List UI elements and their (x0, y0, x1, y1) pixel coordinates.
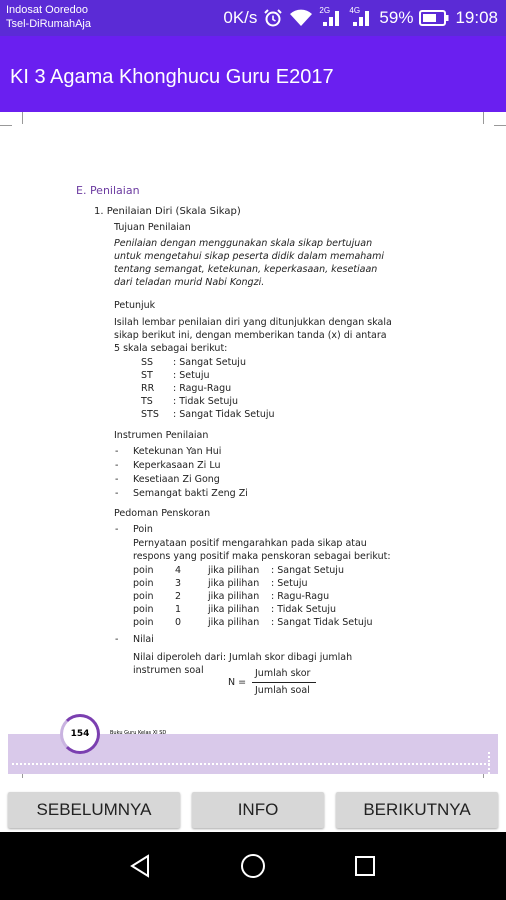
tujuan-line: dari teladan murid Nabi Kongzi. (114, 277, 265, 288)
instrumen-item: Semangat bakti Zeng Zi (133, 488, 248, 499)
footer-dotted-line (488, 752, 500, 774)
navigation-buttons (0, 782, 506, 832)
system-navigation-bar (0, 832, 506, 900)
wifi-icon (289, 8, 313, 28)
carrier-info (6, 3, 91, 31)
formula-numerator: Jumlah skor (255, 668, 311, 679)
alarm-icon (263, 8, 283, 28)
scale-desc: : Sangat Tidak Setuju (173, 409, 275, 420)
scale-code: RR (141, 383, 155, 394)
pedoman-title: Pedoman Penskoran (114, 508, 211, 519)
tujuan-title: Tujuan Penilaian (114, 222, 191, 233)
back-triangle-icon[interactable] (128, 854, 152, 878)
carrier-line-2: Tsel-DiRumahAja (6, 18, 91, 30)
home-circle-icon[interactable] (240, 853, 266, 879)
app-bar (0, 36, 506, 112)
instrumen-item: Kesetiaan Zi Gong (133, 474, 220, 485)
poin-label: poin (133, 617, 154, 628)
poin-desc-line: respons yang positif maka penskoran sebagai berikut: (133, 551, 391, 562)
poin-title: Poin (133, 524, 153, 535)
battery-percent: 59% (379, 8, 414, 27)
recents-square-icon[interactable] (354, 855, 376, 877)
app-title: KI 3 Agama Khonghucu Guru E2017 (10, 66, 334, 88)
poin-value: 3 (175, 578, 182, 589)
network-4g-label: 4G (349, 6, 361, 15)
bullet: - (115, 446, 119, 457)
petunjuk-title: Petunjuk (114, 300, 156, 311)
scale-code: ST (141, 370, 153, 381)
poin-value: 1 (175, 604, 182, 615)
previous-button[interactable]: SEBELUMNYA (8, 792, 180, 828)
jika-label: jika pilihan (208, 604, 260, 615)
poin-choice: : Setuju (271, 578, 308, 589)
bullet: - (115, 634, 119, 645)
instrumen-title: Instrumen Penilaian (114, 430, 209, 441)
tujuan-line: Penilaian dengan menggunakan skala sikap bertujuan (114, 238, 373, 249)
tujuan-line: tentang semangat, ketekunan, keperkasaan, kesetiaan (114, 264, 378, 275)
carrier-line-1: Indosat Ooredoo (6, 4, 88, 16)
nilai-title: Nilai (133, 634, 154, 645)
poin-choice: : Sangat Tidak Setuju (271, 617, 373, 628)
scale-code: TS (141, 396, 153, 407)
signal-2g-icon (319, 8, 343, 28)
page-number: 154 (70, 729, 90, 739)
footer-dotted-line (12, 763, 490, 765)
formula-denominator: Jumlah soal (255, 685, 310, 696)
instrumen-item: Ketekunan Yan Hui (133, 446, 222, 457)
poin-choice: : Ragu-Ragu (271, 591, 330, 602)
jika-label: jika pilihan (208, 565, 260, 576)
poin-label: poin (133, 591, 154, 602)
scale-desc: : Sangat Setuju (173, 357, 246, 368)
nilai-line: instrumen soal (133, 665, 204, 676)
document-page-content (0, 112, 506, 752)
clock: 19:08 (455, 8, 498, 27)
jika-label: jika pilihan (208, 578, 260, 589)
status-indicators (223, 6, 498, 30)
poin-desc-line: Pernyataan positif mengarahkan pada sikap atau (133, 538, 367, 549)
petunjuk-line: Isilah lembar penilaian diri yang ditunjukkan dengan skala (114, 317, 392, 328)
nilai-line: Nilai diperoleh dari: Jumlah skor dibagi jumlah (133, 652, 353, 663)
bullet: - (115, 524, 119, 535)
network-speed: 0K/s (223, 8, 258, 27)
poin-choice: : Tidak Setuju (271, 604, 337, 615)
subsection-heading: 1. Penilaian Diri (Skala Sikap) (94, 206, 241, 217)
scale-code: STS (141, 409, 159, 420)
jika-label: jika pilihan (208, 617, 260, 628)
poin-label: poin (133, 578, 154, 589)
poin-label: poin (133, 565, 154, 576)
poin-label: poin (133, 604, 154, 615)
info-button[interactable]: INFO (192, 792, 324, 828)
scale-desc: : Tidak Setuju (173, 396, 239, 407)
poin-value: 0 (175, 617, 182, 628)
instrumen-item: Keperkasaan Zi Lu (133, 460, 221, 471)
formula-fraction-line (252, 682, 316, 683)
petunjuk-line: sikap berikut ini, dengan memberikan tanda (x) di antara (114, 330, 387, 341)
footer-book-title: Buku Guru Kelas XI SD (110, 730, 167, 736)
poin-choice: : Sangat Setuju (271, 565, 344, 576)
bullet: - (115, 488, 119, 499)
scale-desc: : Setuju (173, 370, 210, 381)
next-button[interactable]: BERIKUTNYA (336, 792, 498, 828)
document-viewer[interactable] (0, 112, 506, 782)
scale-code: SS (141, 357, 154, 368)
poin-value: 2 (175, 591, 182, 602)
section-heading: E. Penilaian (76, 184, 140, 197)
formula-lhs: N = (228, 677, 247, 688)
page-number-badge (60, 714, 100, 754)
bullet: - (115, 460, 119, 471)
poin-value: 4 (175, 565, 182, 576)
status-bar (0, 0, 506, 36)
signal-4g-icon (349, 8, 373, 28)
jika-label: jika pilihan (208, 591, 260, 602)
petunjuk-line: 5 skala sebagai berikut: (114, 343, 228, 354)
scale-desc: : Ragu-Ragu (173, 383, 232, 394)
bullet: - (115, 474, 119, 485)
tujuan-line: untuk mengetahui sikap peserta didik dalam memahami (114, 251, 385, 262)
battery-icon (419, 10, 449, 26)
network-2g-label: 2G (319, 6, 331, 15)
